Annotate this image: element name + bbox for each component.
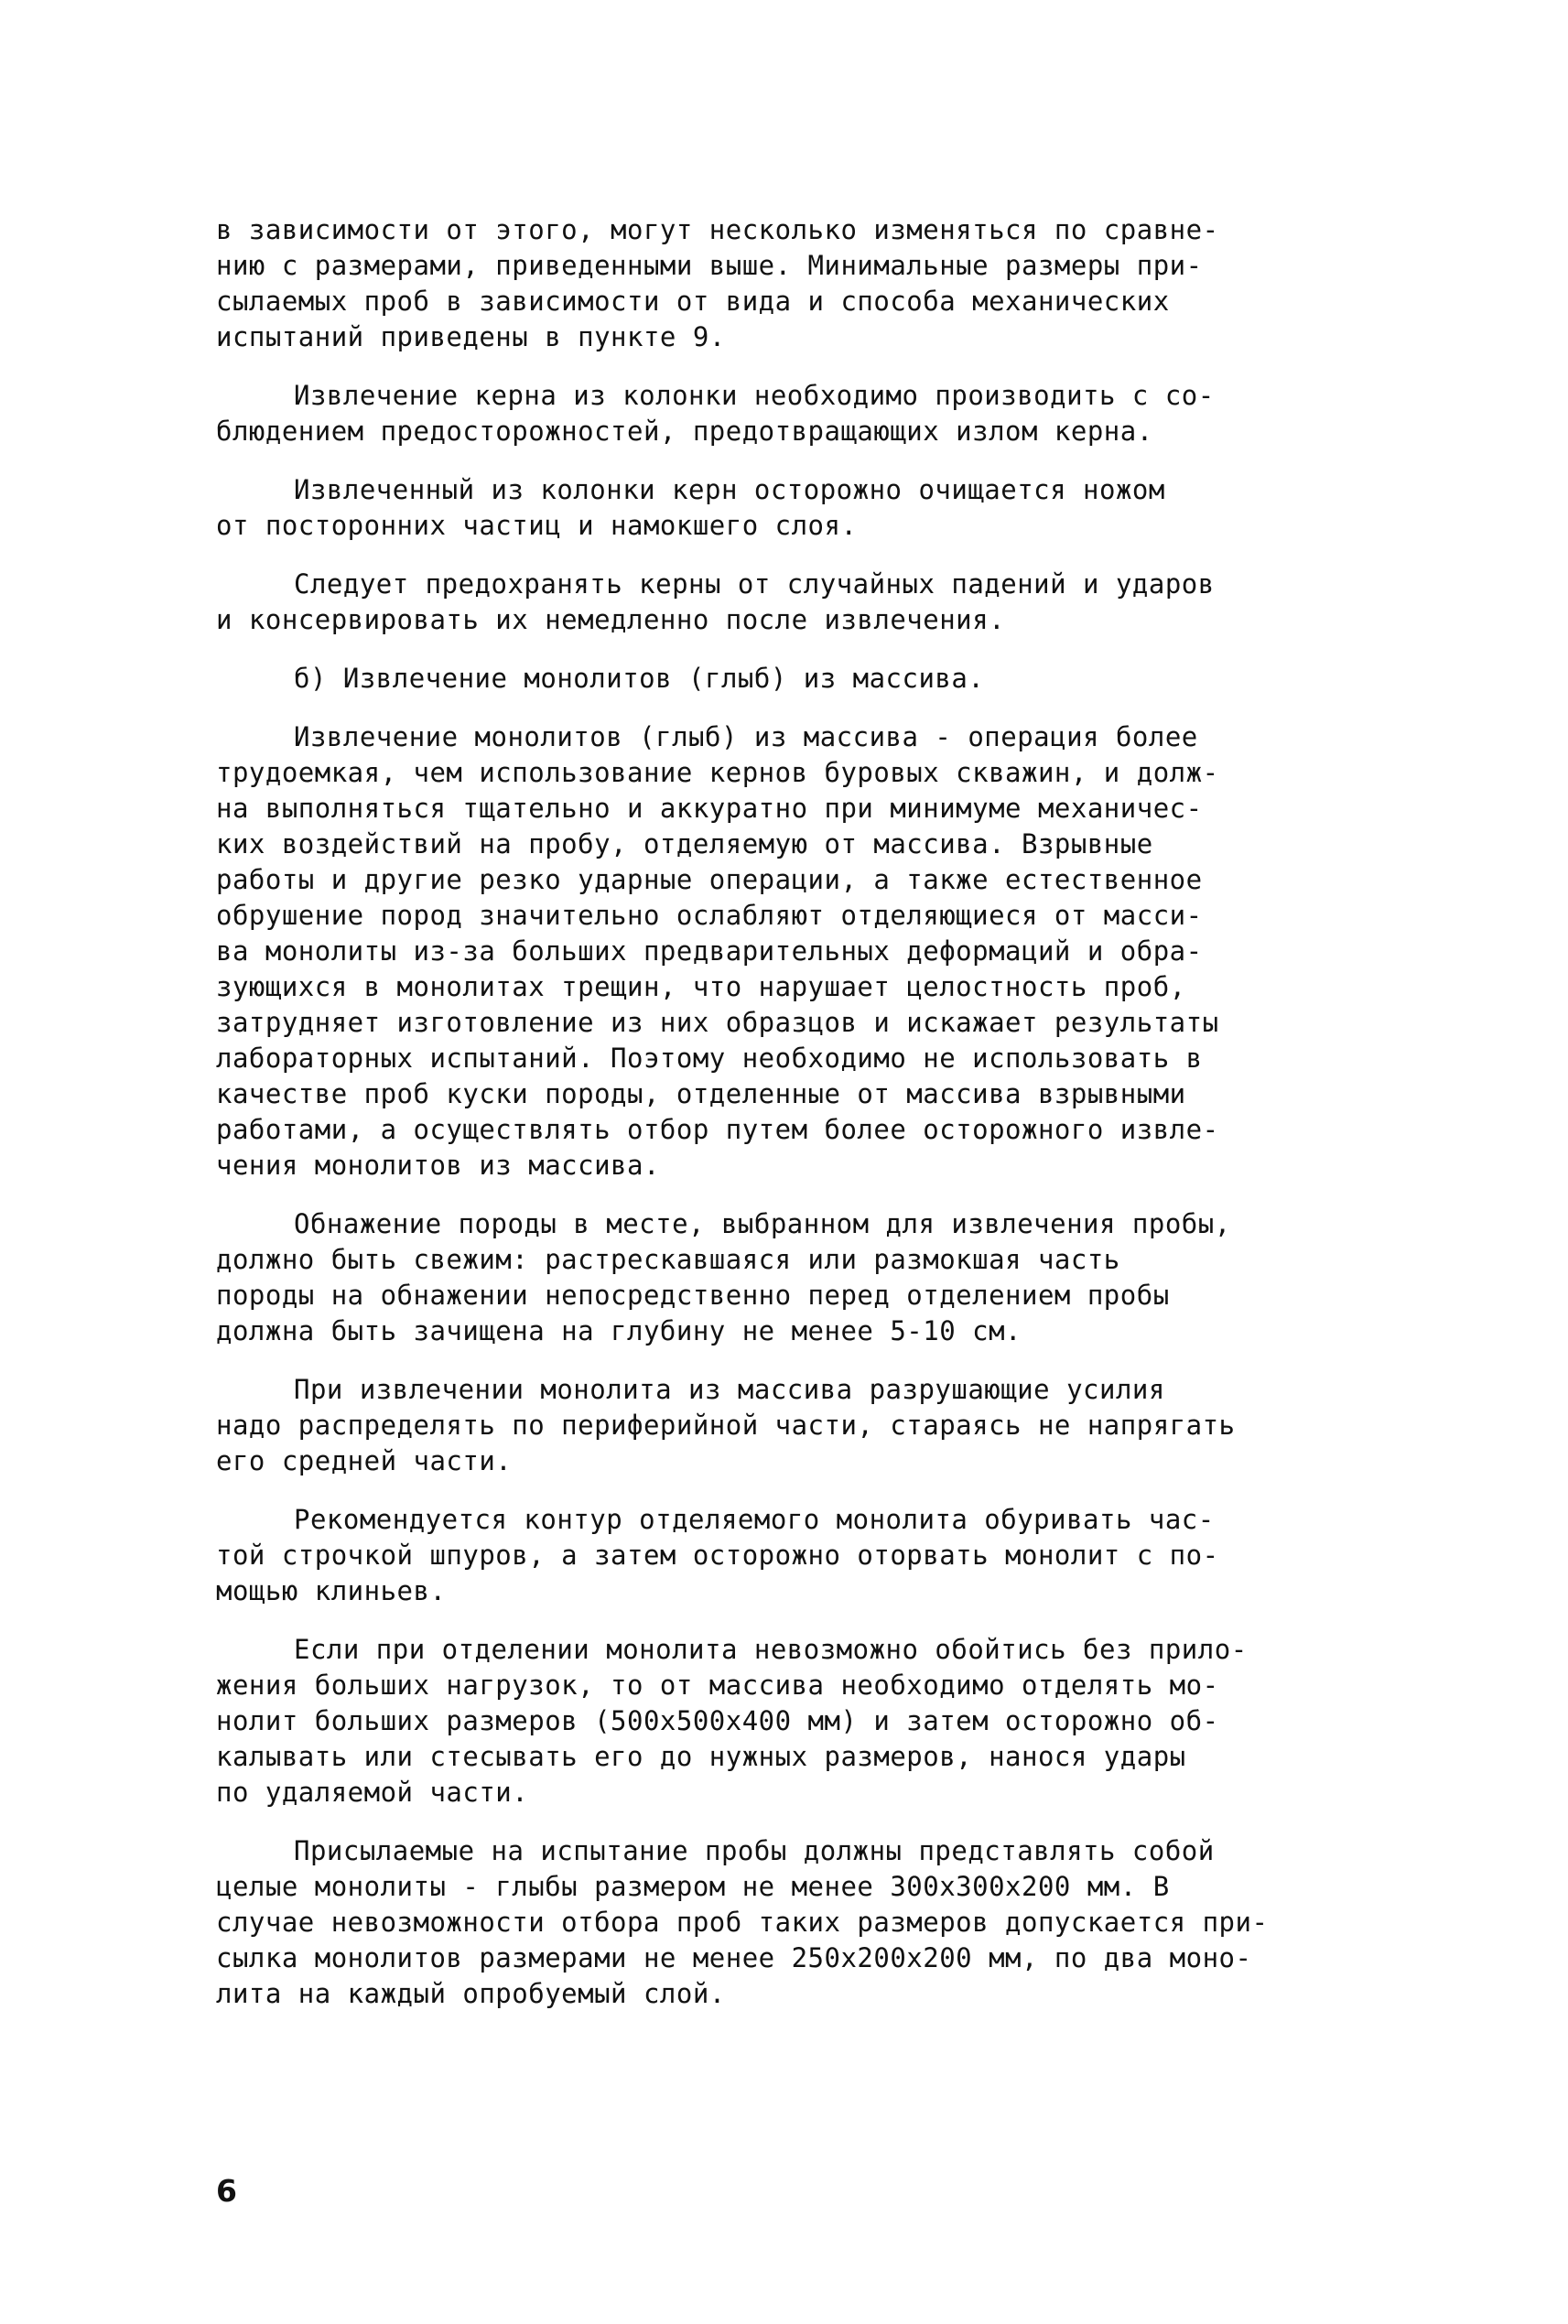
- paragraph-10: [216, 1632, 1406, 1811]
- text-line: должна быть зачищена на глубину не менее 5-10 см.: [216, 1315, 1022, 1346]
- text-line: Извлечение монолитов (глыб) из массива - операция более: [294, 721, 1198, 752]
- text-line: Следует предохранять керны от случайных падений и ударов: [294, 568, 1215, 600]
- text-line: мощью клиньев.: [216, 1575, 447, 1606]
- text-line: Присылаемые на испытание пробы должны представлять собой: [294, 1835, 1215, 1866]
- paragraph-8: [216, 1372, 1406, 1479]
- text-line: испытаний приведены в пункте 9.: [216, 321, 726, 352]
- section-heading: [216, 661, 1406, 697]
- text-line: и консервировать их немедленно после извлечения.: [216, 604, 1006, 635]
- text-line: его средней части.: [216, 1445, 513, 1476]
- text-line: чения монолитов из массива.: [216, 1150, 660, 1181]
- text-line: сылаемых проб в зависимости от вида и способа механических: [216, 286, 1170, 317]
- text-line: обрушение пород значительно ослабляют отделяющиеся от масси-: [216, 900, 1203, 931]
- text-line: ких воздействий на пробу, отделяемую от массива. Взрывные: [216, 828, 1153, 859]
- text-line: калывать или стесывать его до нужных размеров, нанося удары: [216, 1741, 1186, 1772]
- text-line: При извлечении монолита из массива разрушающие усилия: [294, 1374, 1165, 1405]
- text-line: лита на каждый опробуемый слой.: [216, 1978, 726, 2009]
- text-line: по удаляемой части.: [216, 1777, 529, 1808]
- text-line: работы и другие резко ударные операции, а также естественное: [216, 864, 1203, 895]
- paragraph-3: [216, 472, 1406, 544]
- text-line: Обнажение породы в месте, выбранном для извлечения пробы,: [294, 1208, 1231, 1239]
- text-line: трудоемкая, чем использование кернов буровых скважин, и долж-: [216, 757, 1219, 788]
- text-line: случае невозможности отбора проб таких размеров допускается при-: [216, 1907, 1269, 1938]
- paragraph-2: [216, 378, 1406, 449]
- text-line: целые монолиты - глыбы размером не менее 300x300x200 мм. В: [216, 1871, 1170, 1902]
- text-line: нолит больших размеров (500x500x400 мм) и затем осторожно об-: [216, 1705, 1219, 1736]
- paragraph-11: [216, 1833, 1406, 2012]
- text-line: лабораторных испытаний. Поэтому необходимо не использовать в: [216, 1043, 1203, 1074]
- text-line: той строчкой шпуров, а затем осторожно оторвать монолит с по-: [216, 1540, 1219, 1571]
- paragraph-9: [216, 1502, 1406, 1609]
- paragraph-4: [216, 567, 1406, 638]
- text-line: в зависимости от этого, могут несколько изменяться по сравне-: [216, 214, 1219, 245]
- text-line: работами, а осуществлять отбор путем более осторожного извле-: [216, 1114, 1219, 1145]
- page-body: [216, 212, 1406, 2035]
- text-line: жения больших нагрузок, то от массива необходимо отделять мо-: [216, 1670, 1219, 1701]
- text-line: ва монолиты из-за больших предварительных деформаций и обра-: [216, 935, 1203, 967]
- text-line: надо распределять по периферийной части, стараясь не напрягать: [216, 1410, 1236, 1441]
- text-line: затрудняет изготовление из них образцов и искажает результаты: [216, 1007, 1219, 1038]
- paragraph-7: [216, 1206, 1406, 1349]
- text-line: Если при отделении монолита невозможно обойтись без прило-: [294, 1634, 1248, 1665]
- text-line: качестве проб куски породы, отделенные от массива взрывными: [216, 1078, 1186, 1109]
- page-number: 6: [216, 2173, 237, 2209]
- text-line: блюдением предосторожностей, предотвращающих излом керна.: [216, 416, 1153, 447]
- text-line: Извлечение керна из колонки необходимо производить с со-: [294, 380, 1215, 411]
- text-line: Извлеченный из колонки керн осторожно очищается ножом: [294, 474, 1165, 505]
- paragraph-6: [216, 719, 1406, 1184]
- text-line: Рекомендуется контур отделяемого монолита обуривать час-: [294, 1504, 1215, 1535]
- text-line: должно быть свежим: растрескавшаяся или размокшая часть: [216, 1244, 1120, 1275]
- text-line: на выполняться тщательно и аккуратно при минимуме механичес-: [216, 793, 1203, 824]
- text-line: нию с размерами, приведенными выше. Минимальные размеры при-: [216, 250, 1203, 281]
- text-line: сылка монолитов размерами не менее 250x200x200 мм, по два моно-: [216, 1942, 1252, 1973]
- heading-text: б) Извлечение монолитов (глыб) из массива.: [294, 663, 985, 694]
- paragraph-1: [216, 212, 1406, 355]
- text-line: породы на обнажении непосредственно перед отделением пробы: [216, 1280, 1170, 1311]
- text-line: зующихся в монолитах трещин, что нарушает целостность проб,: [216, 971, 1186, 1002]
- text-line: от посторонних частиц и намокшего слоя.: [216, 510, 858, 541]
